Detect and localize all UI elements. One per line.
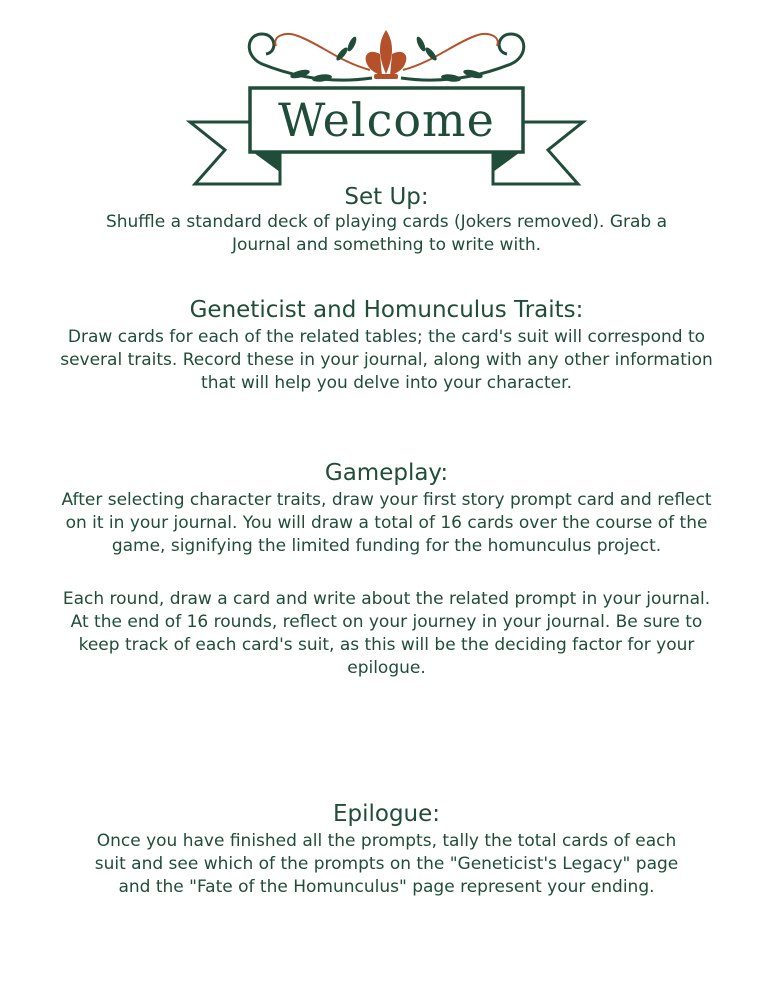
section-paragraph: After selecting character traits, draw your first story prompt card and reflect on it in your journal. You will draw a total of 16 cards over the course of the game, signifying the limited funding for the homunculus project. [61, 490, 712, 556]
section-traits [60, 296, 713, 395]
section-heading: Epilogue: [332, 801, 441, 827]
section-heading: Gameplay: [324, 460, 449, 486]
section-epilogue [60, 800, 713, 899]
section-gameplay [60, 459, 713, 680]
fleur-de-lis-icon [366, 30, 407, 79]
section-heading: Geneticist and Homunculus Traits: [189, 297, 584, 323]
banner-title: Welcome [278, 93, 495, 147]
section-heading: Set Up: [344, 184, 429, 210]
section-paragraph: Once you have finished all the prompts, tally the total cards of each suit and see which of the prompts on the "Geneticist's Legacy" page and the "Fate of the Homunculus" page represent your ending. [94, 831, 679, 897]
section-paragraph: Draw cards for each of the related tables; the card's suit will correspond to several traits. Record these in your journal, along with any other information that will help you delve into your character. [60, 327, 713, 393]
section-paragraph: Shuffle a standard deck of playing cards (Jokers removed). Grab a Journal and something to write with. [105, 212, 668, 255]
section-setup [60, 183, 713, 257]
section-paragraph: Each round, draw a card and write about the related prompt in your journal. At the end of 16 rounds, reflect on your journey in your journal. Be sure to keep track of each card's suit, as this will be the deciding factor for your epilogue. [62, 589, 711, 678]
